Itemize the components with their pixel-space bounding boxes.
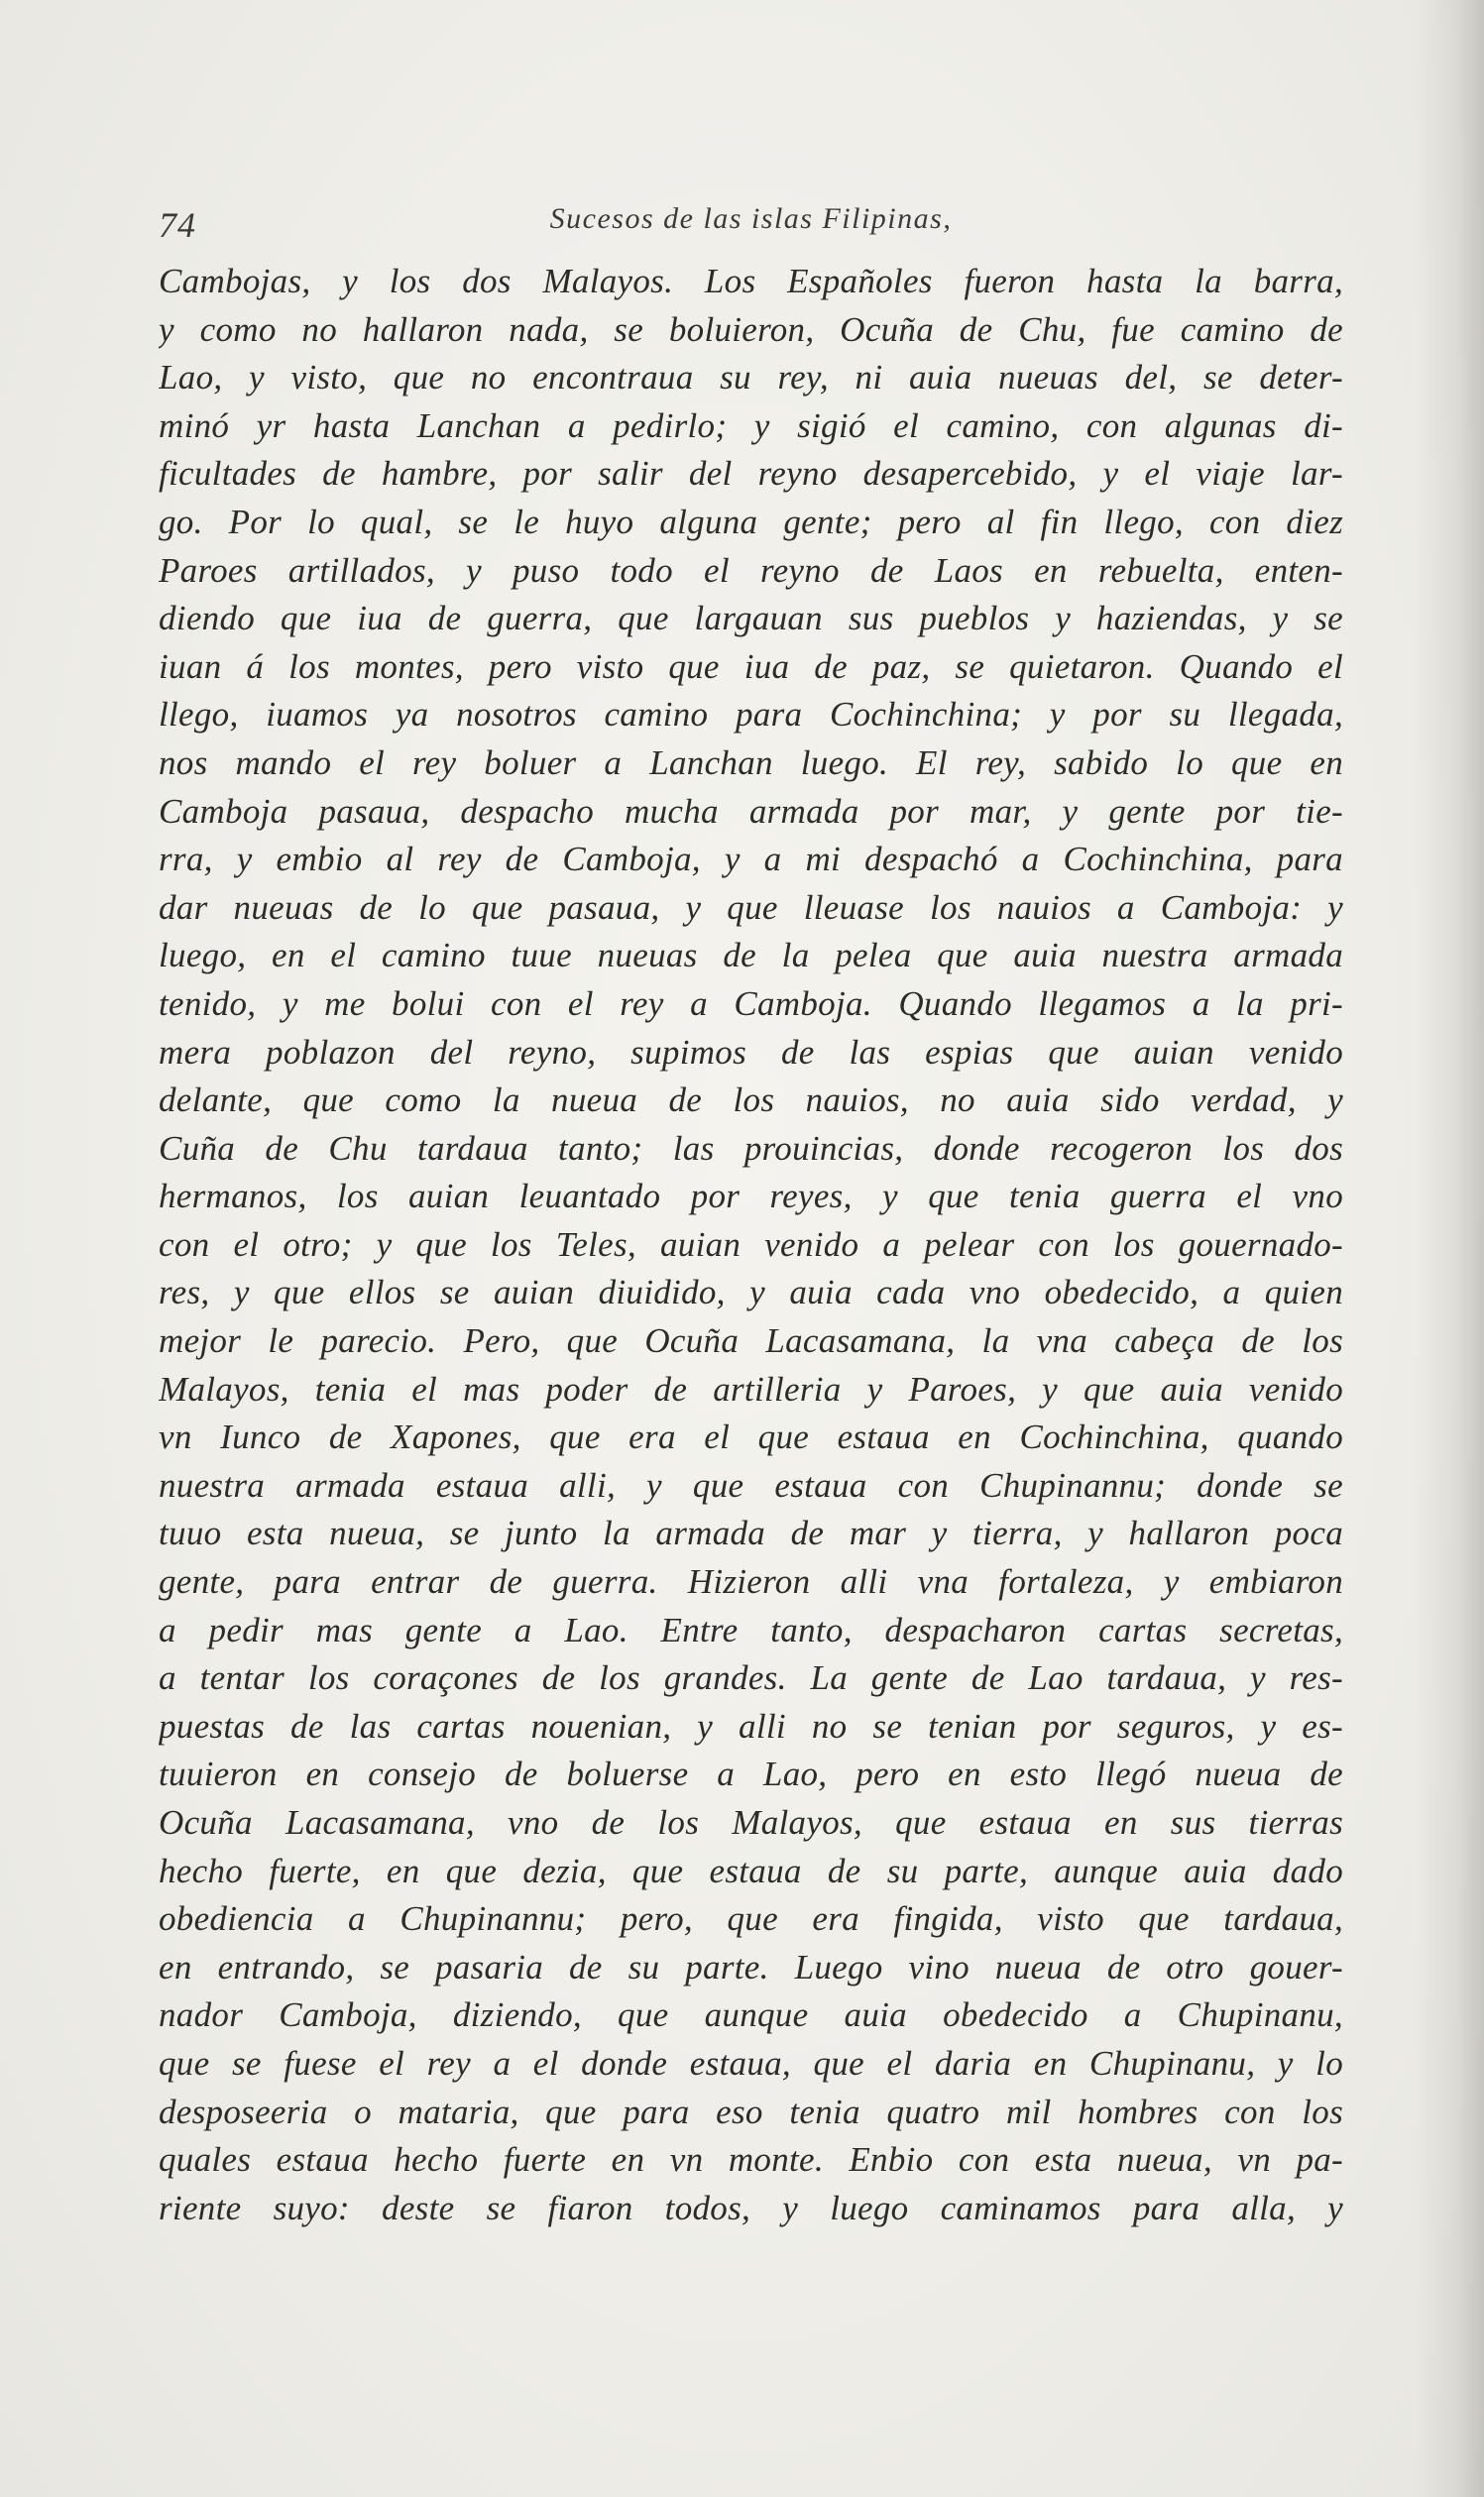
text-line: con el otro; y que los Teles, auian venido a pelear con los gouernado- (159, 1224, 1343, 1264)
text-line: iuan á los montes, pero visto que iua de paz, se quietaron. Quando el (159, 646, 1343, 686)
running-head: Sucesos de las islas Filipinas, (549, 202, 953, 235)
text-line: en entrando, se pasaria de su parte. Luego vino nueua de otro gouer- (159, 1947, 1343, 1986)
text-line: riente suyo: deste se fiaron todos, y luego caminamos para alla, y (159, 2188, 1343, 2227)
text-line: Cambojas, y los dos Malayos. Los Españoles fueron hasta la barra, (159, 262, 1343, 300)
text-line: nuestra armada estaua alli, y que estaua con Chupinannu; donde se (159, 1465, 1343, 1505)
text-line: res, y que ellos se auian diuidido, y auia cada vno obedecido, a quien (159, 1273, 1343, 1312)
text-line: mejor le parecio. Pero, que Ocuña Lacasamana, la vna cabeça de los (159, 1321, 1343, 1361)
text-line: minó yr hasta Lanchan a pedirlo; y sigió el camino, con algunas di- (159, 405, 1343, 445)
text-line: obediencia a Chupinannu; pero, que era fingida, visto que tardaua, (159, 1899, 1343, 1939)
text-line: que se fuese el rey a el donde estaua, que el daria en Chupinanu, y lo (159, 2043, 1343, 2083)
text-line: hecho fuerte, en que dezia, que estaua de su parte, aunque auia dado (159, 1851, 1343, 1890)
text-line: Cuña de Chu tardaua tanto; las prouincias, donde recogeron los dos (159, 1128, 1343, 1168)
text-line: go. Por lo qual, se le huyo alguna gente; pero al fin llego, con diez (159, 502, 1343, 541)
text-line: ficultades de hambre, por salir del reyno desapercebido, y el viaje lar- (159, 454, 1343, 494)
text-line: nador Camboja, diziendo, que aunque auia obedecido a Chupinanu, (159, 1995, 1343, 2035)
page-header (159, 198, 1343, 248)
text-line: y como no hallaron nada, se boluieron, Ocuña de Chu, fue camino de (159, 309, 1343, 349)
text-line: Malayos, tenia el mas poder de artilleria y Paroes, y que auia venido (159, 1369, 1343, 1409)
text-line: delante, que como la nueua de los nauios, no auia sido verdad, y (159, 1080, 1343, 1120)
body-text (159, 258, 1343, 2232)
text-line: nos mando el rey boluer a Lanchan luego. El rey, sabido lo que en (159, 742, 1343, 782)
text-line: puestas de las cartas nouenian, y alli no se tenian por seguros, y es- (159, 1706, 1343, 1746)
text-line: hermanos, los auian leuantado por reyes, y que tenia guerra el vno (159, 1177, 1343, 1216)
text-line: tuuieron en consejo de boluerse a Lao, pero en esto llegó nueua de (159, 1755, 1343, 1794)
text-line: luego, en el camino tuue nueuas de la pelea que auia nuestra armada (159, 936, 1343, 975)
text-line: tuuo esta nueua, se junto la armada de mar y tierra, y hallaron poca (159, 1514, 1343, 1553)
text-line: Ocuña Lacasamana, vno de los Malayos, que estaua en sus tierras (159, 1803, 1343, 1842)
text-line: a tentar los coraçones de los grandes. La gente de Lao tardaua, y res- (159, 1658, 1343, 1698)
page-number: 74 (159, 205, 196, 245)
page-edge-shadow (1415, 0, 1484, 2497)
text-line: desposeeria o mataria, que para eso tenia quatro mil hombres con los (159, 2092, 1343, 2131)
text-line: gente, para entrar de guerra. Hizieron alli vna fortaleza, y embiaron (159, 1562, 1343, 1602)
text-line: a pedir mas gente a Lao. Entre tanto, despacharon cartas secretas, (159, 1610, 1343, 1649)
text-line: vn Iunco de Xapones, que era el que estaua en Cochinchina, quando (159, 1418, 1343, 1457)
text-line: llego, iuamos ya nosotros camino para Cochinchina; y por su llegada, (159, 695, 1343, 735)
text-line: quales estaua hecho fuerte en vn monte. Enbio con esta nueua, vn pa- (159, 2140, 1343, 2180)
text-line: mera poblazon del reyno, supimos de las espias que auian venido (159, 1032, 1343, 1072)
text-line: dar nueuas de lo que pasaua, y que lleuase los nauios a Camboja: y (159, 887, 1343, 927)
text-line: Camboja pasaua, despacho mucha armada por mar, y gente por tie- (159, 791, 1343, 831)
text-line: Lao, y visto, que no encontraua su rey, ni auia nueuas del, se deter- (159, 358, 1343, 397)
text-line: tenido, y me bolui con el rey a Camboja. Quando llegamos a la pri- (159, 983, 1343, 1023)
text-line: rra, y embio al rey de Camboja, y a mi despachó a Cochinchina, para (159, 840, 1343, 879)
text-line: diendo que iua de guerra, que largauan sus pueblos y haziendas, y se (159, 599, 1343, 638)
text-line: Paroes artillados, y puso todo el reyno de Laos en rebuelta, enten- (159, 550, 1343, 590)
